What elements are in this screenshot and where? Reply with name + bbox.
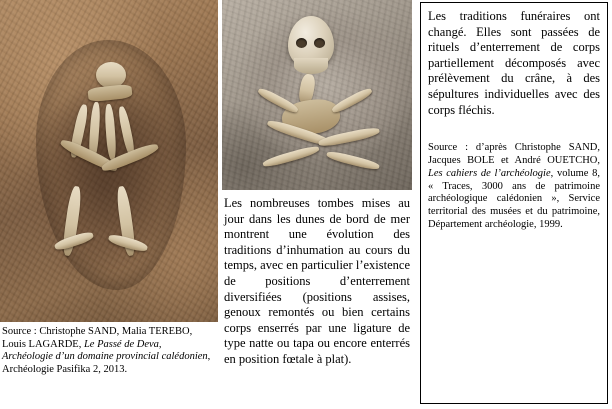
left-photo-source (2, 326, 214, 376)
source-text-plain-1: Source : Christophe SAND, Malia TEREBO, Louis LAGARDE, (2, 326, 193, 350)
middle-photo-caption: Les nombreuses tombes mises au jour dans les dunes de bord de mer montrent une évolution des traditions d’inhumation au cours du temps, avec en particulier l’existence de positions d’enterrement diversifiées (positions assises, genoux remontés ou bien certains corps enserrés par une ligature de type natte ou tapa ou encore enterrés en position fœtale à plat). (224, 196, 410, 366)
burial-excavation-photo (0, 0, 218, 322)
source-text-plain-2: , Archéologie Pasifika 2, 2013. (2, 351, 211, 375)
jaw-shape (294, 58, 328, 74)
right-source-text (428, 142, 600, 232)
eye-socket-shape (296, 38, 307, 48)
middle-column (222, 0, 412, 409)
left-column (0, 0, 218, 409)
source-text-plain-1: Source : d’après Christophe SAND, Jacques BOLE et André OUETCHO, (428, 142, 600, 166)
eye-socket-shape (314, 38, 325, 48)
source-text-italic: Le Passé de Deva, Archéologie d’un domaine provincial calédonien (2, 338, 208, 363)
right-body-text: Les traditions funéraires ont changé. Elles sont passées de rituels d’enterrement de corps partiellement décomposés avec prélèvement du crâne, à des sépultures individuelles avec des corps fléchis. (428, 9, 600, 117)
skeleton-grave-photo (222, 0, 412, 190)
source-text-italic: Les cahiers de l’archéologie (428, 167, 551, 179)
source-text-plain-2: , volume 8, « Traces, 3000 ans de patrimoine archéologique calédonien », Service territorial des musées et du patrimoine, Département archéologie, 1999. (428, 167, 600, 230)
right-text-box (420, 2, 608, 404)
